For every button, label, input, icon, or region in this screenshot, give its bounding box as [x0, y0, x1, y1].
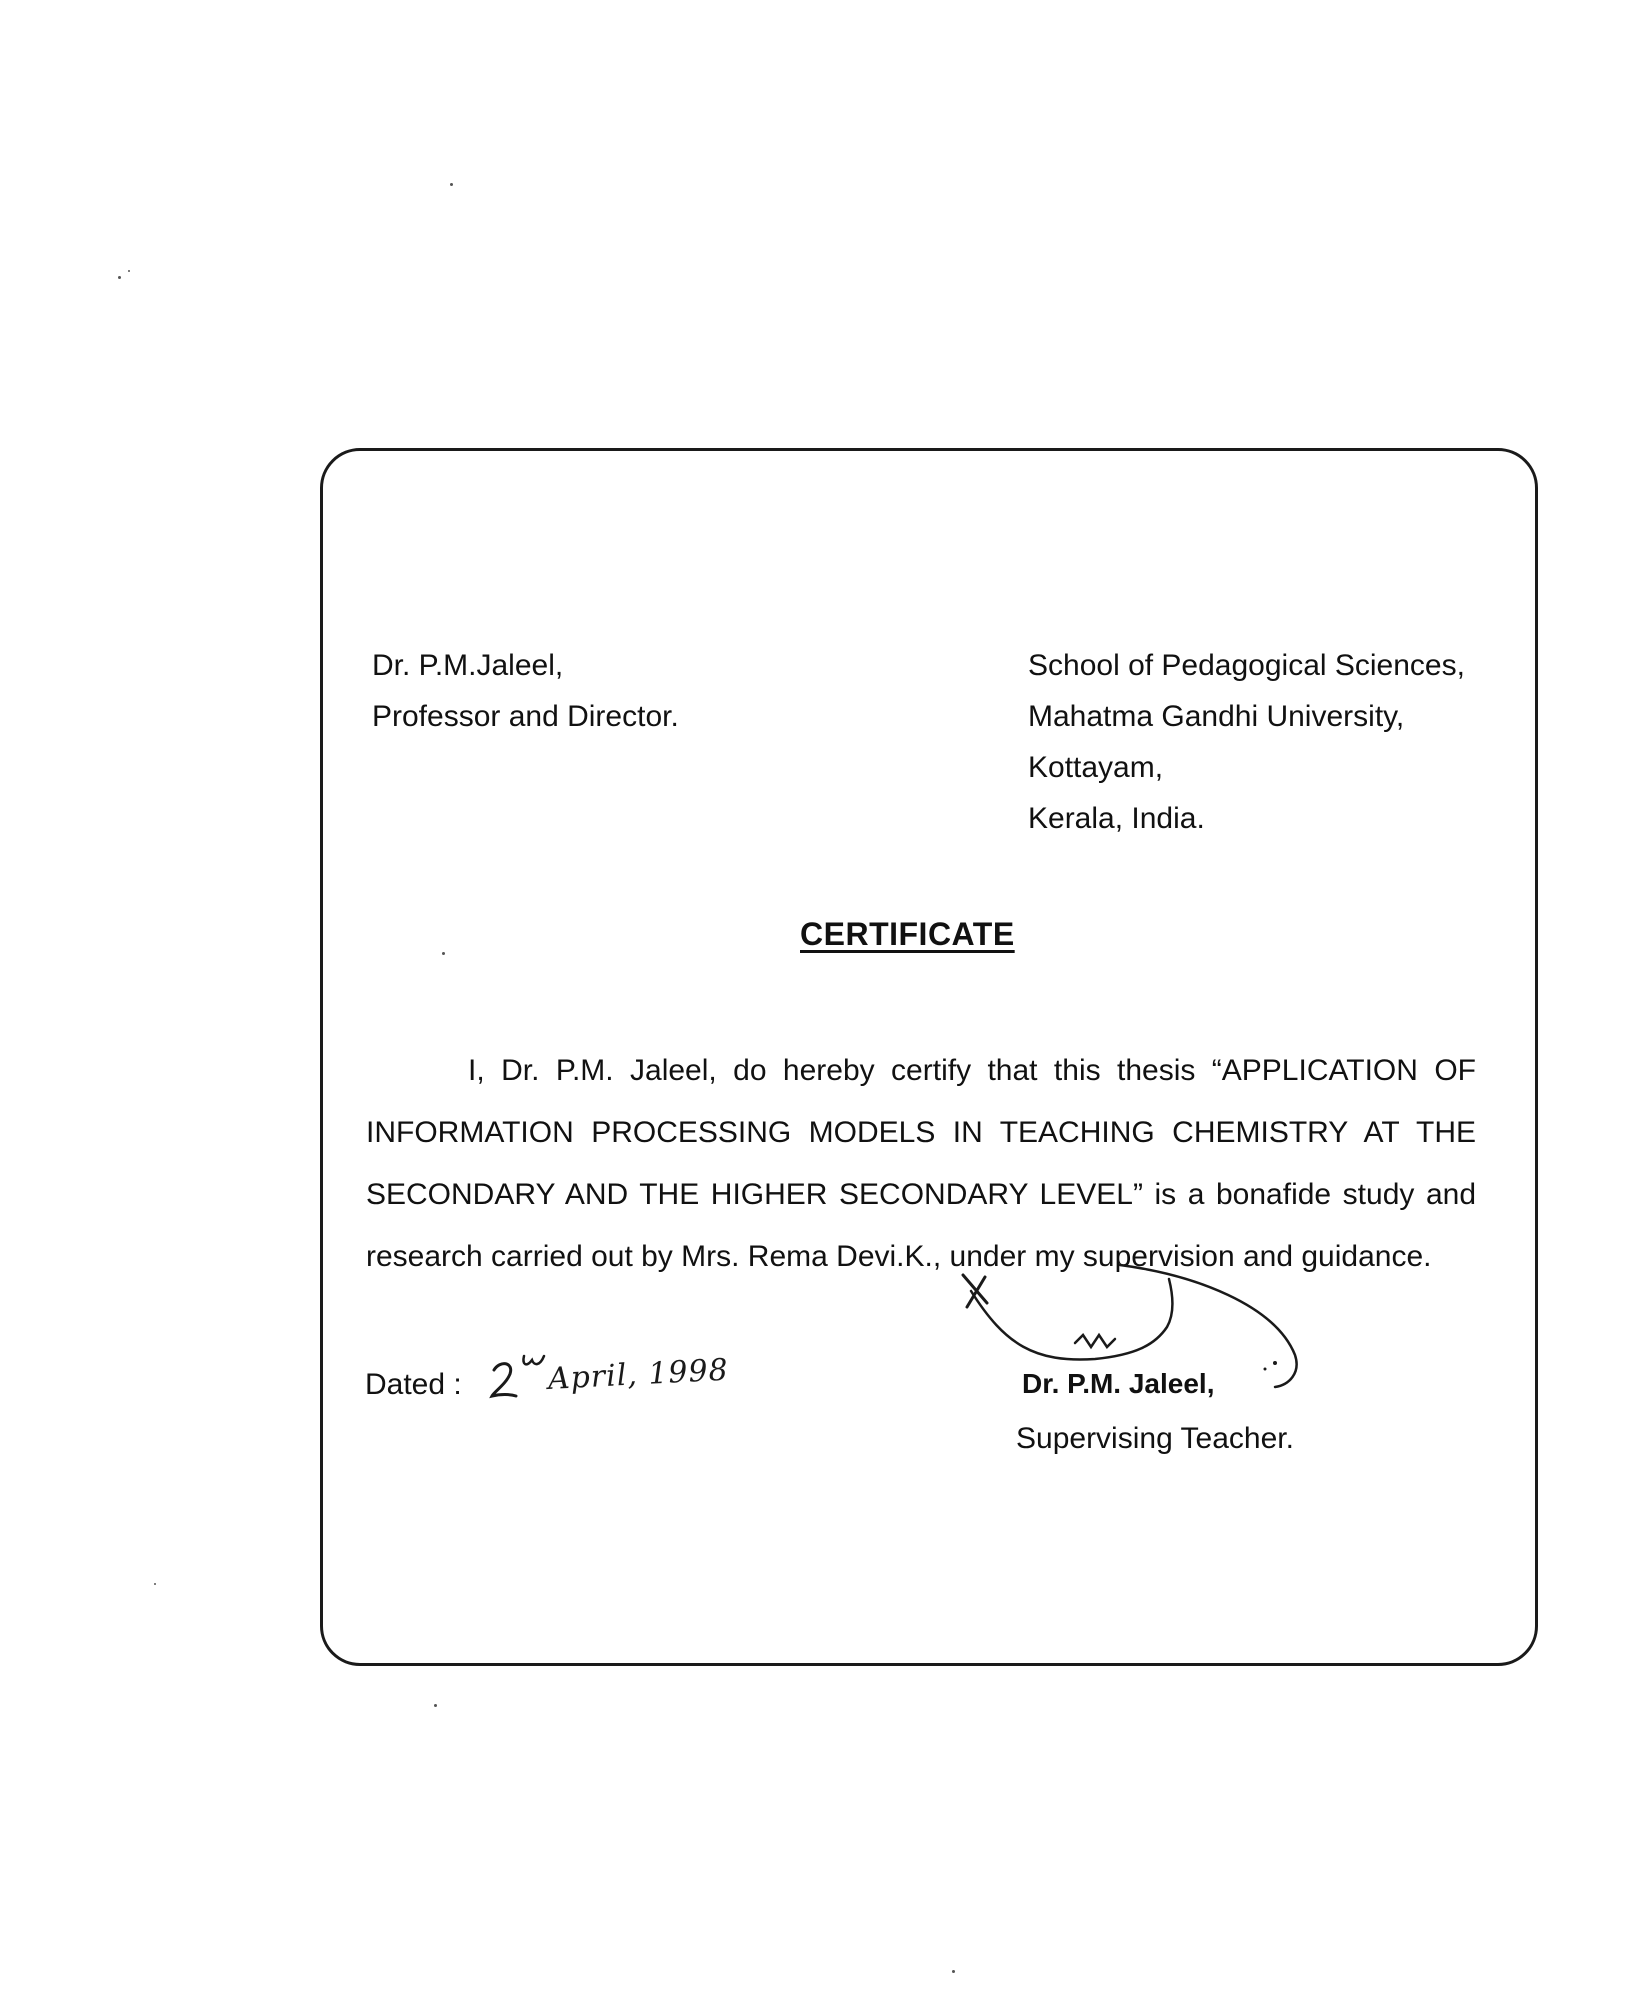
- address-line: Kottayam,: [1028, 751, 1164, 784]
- handwritten-day-mark: [486, 1348, 556, 1408]
- handwritten-date: April, 1998: [547, 1352, 730, 1397]
- dated-label: Dated :: [365, 1368, 462, 1401]
- sender-block: [372, 640, 679, 742]
- signer-name: Dr. P.M. Jaleel,: [1022, 1368, 1215, 1399]
- address-line: School of Pedagogical Sciences,: [1028, 649, 1465, 682]
- institution-address: [1028, 640, 1465, 844]
- signer-role: Supervising Teacher.: [1016, 1422, 1294, 1455]
- certificate-title: CERTIFICATE: [800, 916, 1015, 952]
- sender-name: Dr. P.M.Jaleel,: [372, 649, 564, 682]
- scan-speck: [154, 1583, 156, 1585]
- scan-speck: [450, 183, 453, 186]
- address-line: Mahatma Gandhi University,: [1028, 700, 1405, 733]
- address-line: Kerala, India.: [1028, 802, 1205, 835]
- scan-speck: [118, 276, 121, 279]
- certificate-body: I, Dr. P.M. Jaleel, do hereby certify that this thesis “APPLICATION OF INFORMATION PROCESSING MODELS IN TEACHING CHEMISTRY AT THE SECONDARY AND THE HIGHER SECONDARY LEVEL” is a bonafide study and research carried out by Mrs. Rema Devi.K., under my supervision and guidance.: [366, 1054, 1476, 1273]
- scan-speck: [952, 1970, 955, 1973]
- scan-speck: [434, 1704, 437, 1707]
- scan-speck: [128, 270, 130, 272]
- sender-title: Professor and Director.: [372, 700, 679, 733]
